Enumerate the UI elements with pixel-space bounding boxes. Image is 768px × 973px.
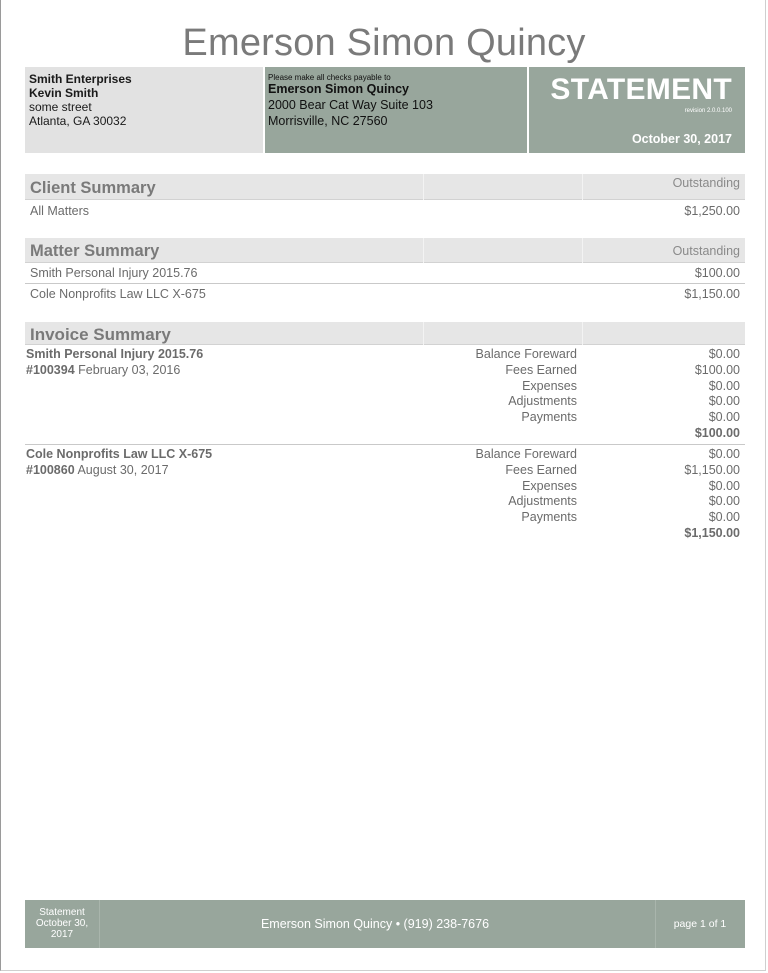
- invoice-number-date: [26, 363, 180, 377]
- adjustments-value: $0.00: [708, 494, 740, 509]
- adjustments-label: Adjustments: [508, 394, 577, 409]
- fees-earned-label: Fees Earned: [505, 462, 577, 477]
- payto-city: Morrisville, NC 27560: [268, 114, 388, 128]
- invoice-summary-title: Invoice Summary: [30, 325, 171, 344]
- invoice-summary-header: [25, 322, 745, 345]
- footer-date-line2: 2017: [50, 929, 74, 940]
- invoice-date: February 03, 2016: [78, 363, 181, 377]
- statement-date: October 30, 2017: [631, 132, 732, 146]
- adjustments-label: Adjustments: [508, 494, 577, 509]
- statement-header: [25, 67, 745, 153]
- statement-title: STATEMENT: [550, 73, 732, 106]
- invoice-number: #100860: [26, 463, 75, 477]
- payments-value: $0.00: [708, 510, 740, 525]
- firm-title: Emerson Simon Quincy: [182, 22, 586, 64]
- footer-page-number: page 1 of 1: [673, 918, 727, 930]
- payments-label: Payments: [521, 510, 577, 525]
- invoice-values: [684, 447, 740, 542]
- matter-label: Cole Nonprofits Law LLC X-675: [30, 287, 206, 301]
- matter-amount: $1,150.00: [684, 287, 740, 301]
- row-divider: [25, 444, 745, 445]
- fees-earned-label: Fees Earned: [505, 362, 577, 377]
- column-divider: [582, 322, 583, 345]
- invoice-total: $100.00: [694, 425, 740, 440]
- client-summary-row: [25, 200, 745, 221]
- invoice-number-date: [26, 463, 169, 477]
- adjustments-value: $0.00: [708, 394, 740, 409]
- column-divider: [423, 174, 424, 200]
- invoice-values: [695, 347, 740, 442]
- client-address-block: [25, 67, 263, 153]
- balance-forward-label: Balance Foreward: [475, 347, 577, 361]
- payments-label: Payments: [521, 410, 577, 425]
- matter-amount: $100.00: [694, 266, 740, 280]
- fees-earned-value: $100.00: [694, 362, 740, 377]
- balance-forward-value: $0.00: [708, 347, 740, 361]
- statement-title-block: [529, 67, 745, 153]
- invoice-labels: [476, 347, 577, 426]
- balance-forward-label: Balance Foreward: [475, 447, 577, 461]
- client-contact: Kevin Smith: [29, 86, 99, 100]
- expenses-value: $0.00: [708, 478, 740, 493]
- expenses-label: Expenses: [522, 378, 577, 393]
- footer-date-line1: October 30,: [35, 918, 89, 929]
- footer-firm-contact: Emerson Simon Quincy • (919) 238-7676: [260, 917, 490, 931]
- client-summary-column-label: Outstanding: [672, 176, 740, 190]
- invoice-date: August 30, 2017: [77, 463, 169, 477]
- statement-revision: revision 2.0.0.100: [684, 108, 732, 114]
- invoice-item: [25, 447, 745, 543]
- matter-summary-row: [25, 283, 745, 304]
- footer-divider: [99, 900, 100, 948]
- client-summary-title: Client Summary: [30, 179, 156, 197]
- payto-name: Emerson Simon Quincy: [268, 82, 410, 96]
- client-street: some street: [29, 100, 92, 114]
- payto-street: 2000 Bear Cat Way Suite 103: [268, 98, 433, 112]
- column-divider: [423, 322, 424, 345]
- client-company: Smith Enterprises: [29, 72, 132, 86]
- invoice-total: $1,150.00: [684, 525, 740, 540]
- expenses-label: Expenses: [522, 478, 577, 493]
- column-divider: [582, 238, 583, 263]
- client-summary-amount: $1,250.00: [684, 204, 740, 218]
- page-footer: [25, 900, 745, 948]
- matter-summary-header: [25, 238, 745, 263]
- client-city: Atlanta, GA 30032: [29, 114, 127, 128]
- balance-forward-value: $0.00: [708, 447, 740, 461]
- payto-block: [265, 67, 527, 153]
- matter-summary-row: [25, 262, 745, 283]
- payments-value: $0.00: [708, 410, 740, 425]
- client-summary-header: [25, 174, 745, 200]
- invoice-matter: Smith Personal Injury 2015.76: [26, 347, 204, 361]
- invoice-item: [25, 347, 745, 443]
- column-divider: [582, 174, 583, 200]
- expenses-value: $0.00: [708, 378, 740, 393]
- client-summary-label: All Matters: [30, 204, 90, 218]
- invoice-number: #100394: [26, 363, 75, 377]
- footer-doc-type: Statement: [39, 907, 85, 918]
- payto-note: Please make all checks payable to: [268, 73, 391, 82]
- matter-summary-column-label: Outstanding: [672, 244, 740, 258]
- column-divider: [423, 238, 424, 263]
- invoice-matter: Cole Nonprofits Law LLC X-675: [26, 447, 213, 461]
- matter-summary-title: Matter Summary: [30, 242, 160, 260]
- footer-doc-info: [25, 907, 99, 940]
- invoice-labels: [476, 447, 577, 526]
- fees-earned-value: $1,150.00: [684, 462, 740, 477]
- matter-label: Smith Personal Injury 2015.76: [30, 266, 198, 280]
